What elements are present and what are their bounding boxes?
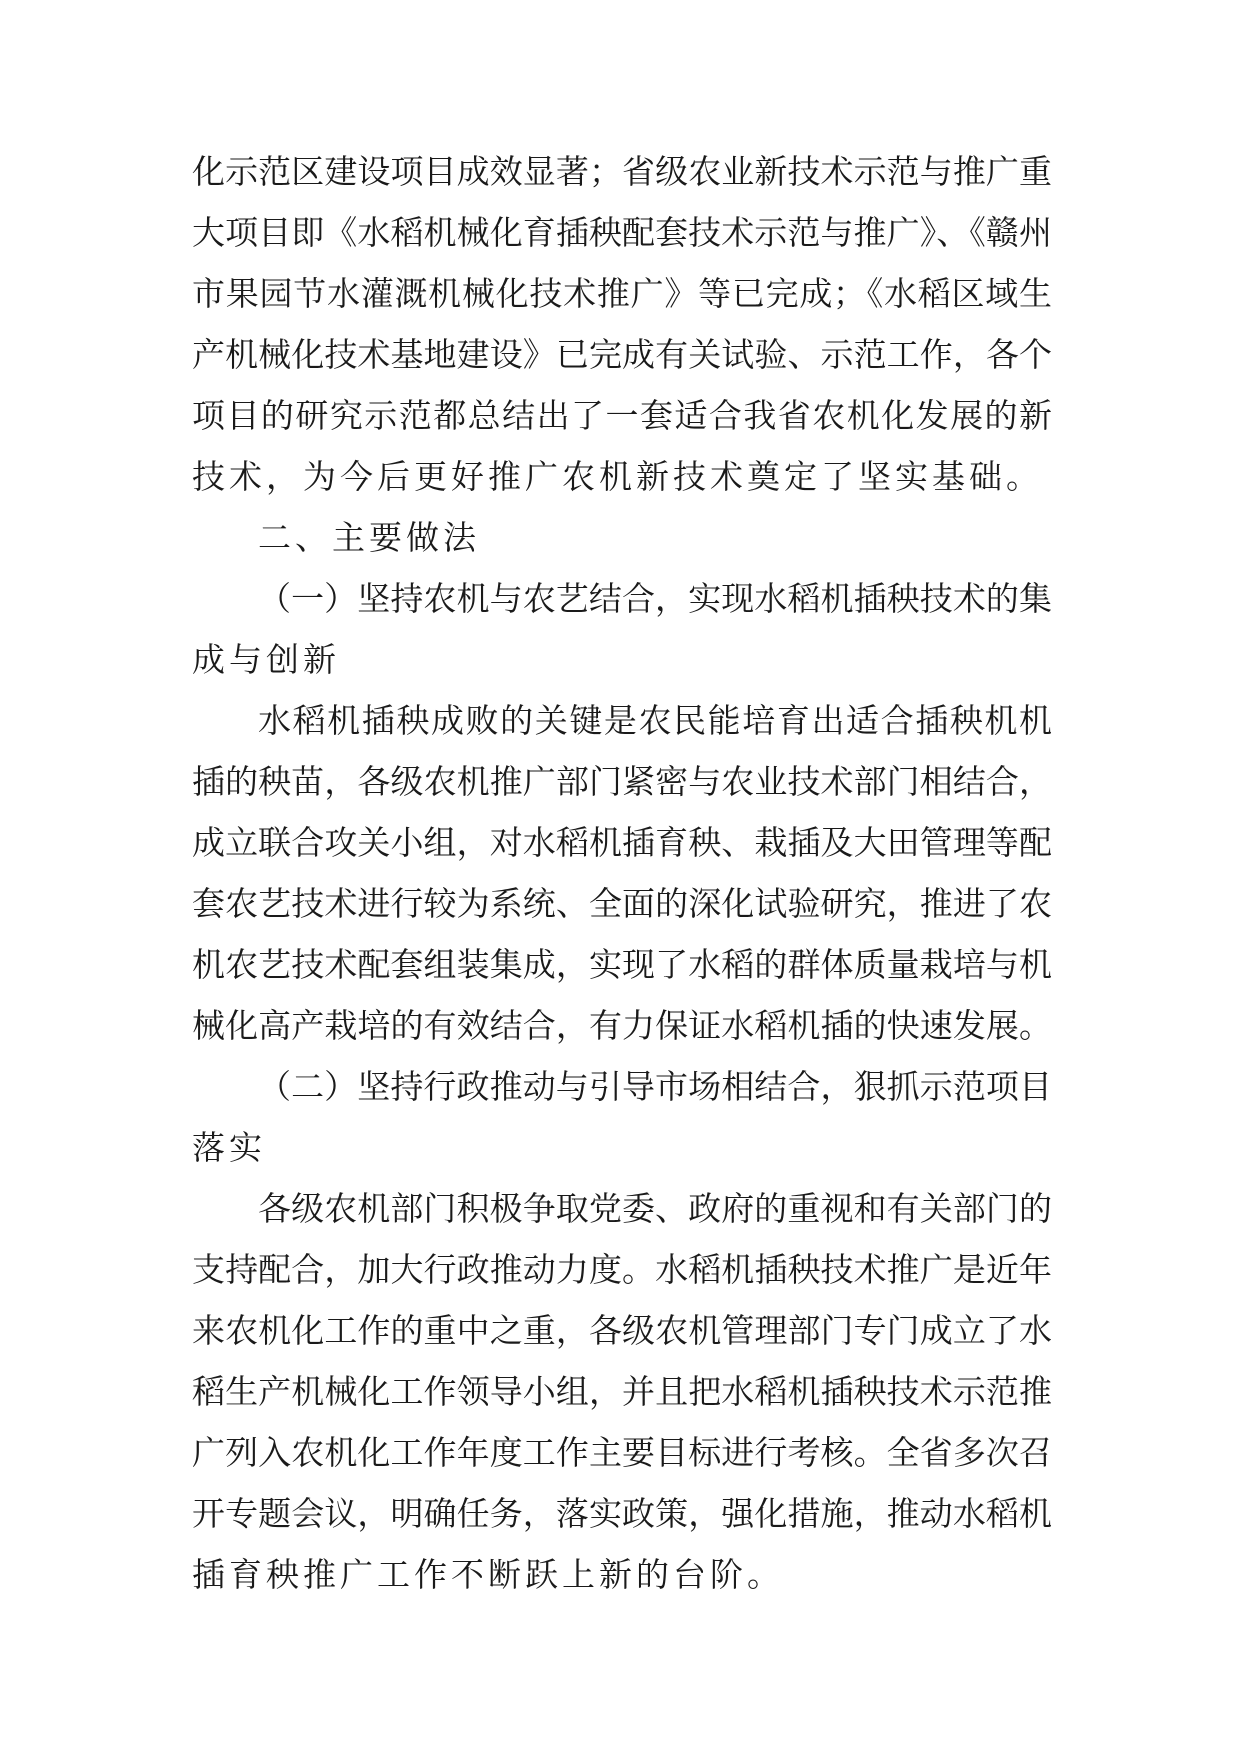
paragraph-line: 化示范区建设项目成效显著；省级农业新技术示范与推广重 (192, 152, 1052, 191)
paragraph-line: 大项目即《水稻机械化育插秧配套技术示范与推广》、《赣州 (192, 213, 1052, 252)
paragraph-line: 械化高产栽培的有效结合，有力保证水稻机插的快速发展。 (192, 1006, 1052, 1045)
section-heading: 二、主要做法 (258, 518, 480, 557)
paragraph-line: 各级农机部门积极争取党委、政府的重视和有关部门的 (258, 1189, 1052, 1228)
paragraph-line: 支持配合，加大行政推动力度。水稻机插秧技术推广是近年 (192, 1250, 1052, 1289)
paragraph-line: 插的秧苗，各级农机推广部门紧密与农业技术部门相结合， (192, 762, 1052, 801)
paragraph-line: 插育秧推广工作不断跃上新的台阶。 (192, 1555, 784, 1594)
paragraph-line: 项目的研究示范都总结出了一套适合我省农机化发展的新 (192, 396, 1052, 435)
paragraph-line: 市果园节水灌溉机械化技术推广》等已完成；《水稻区域生 (192, 274, 1052, 313)
paragraph-line: 稻生产机械化工作领导小组，并且把水稻机插秧技术示范推 (192, 1372, 1052, 1411)
paragraph-line: 套农艺技术进行较为系统、全面的深化试验研究，推进了农 (192, 884, 1052, 923)
subsection-heading: （一）坚持农机与农艺结合，实现水稻机插秧技术的集 (258, 579, 1052, 618)
subsection-heading-continued: 成与创新 (192, 640, 340, 679)
paragraph-line: 广列入农机化工作年度工作主要目标进行考核。全省多次召 (192, 1433, 1052, 1472)
subsection-heading: （二）坚持行政推动与引导市场相结合，狠抓示范项目 (258, 1067, 1052, 1106)
paragraph-line: 机农艺技术配套组装集成，实现了水稻的群体质量栽培与机 (192, 945, 1052, 984)
paragraph-line: 来农机化工作的重中之重，各级农机管理部门专门成立了水 (192, 1311, 1052, 1350)
paragraph-line: 水稻机插秧成败的关键是农民能培育出适合插秧机机 (258, 701, 1052, 740)
paragraph-line: 产机械化技术基地建设》已完成有关试验、示范工作，各个 (192, 335, 1052, 374)
subsection-heading-continued: 落实 (192, 1128, 266, 1167)
paragraph-line: 成立联合攻关小组，对水稻机插育秧、栽插及大田管理等配 (192, 823, 1052, 862)
paragraph-line: 开专题会议，明确任务，落实政策，强化措施，推动水稻机 (192, 1494, 1052, 1533)
paragraph-line: 技术，为今后更好推广农机新技术奠定了坚实基础。 (192, 457, 1043, 496)
